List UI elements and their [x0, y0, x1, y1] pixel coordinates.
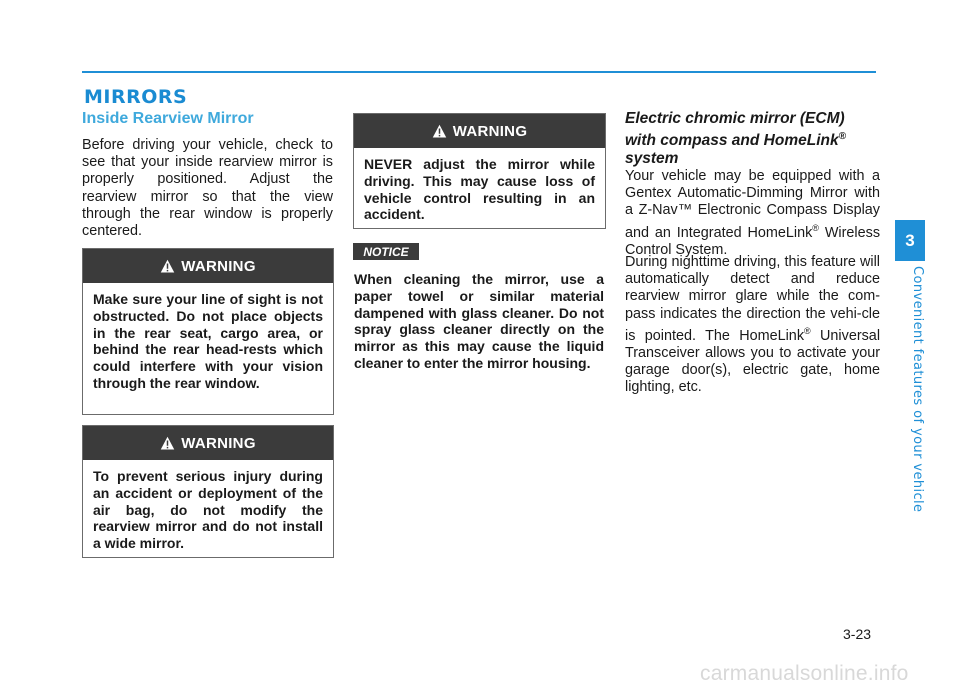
warning-header — [83, 249, 333, 283]
ecm-paragraph-1-text: Your vehicle may be equipped with a Gentex Automatic-Dimming Mirror with a Z-Nav™ Electronic Compass Display and an Integrated HomeLink — [625, 168, 880, 241]
ecm-heading-line3: system — [625, 150, 679, 168]
watermark: carmanualsonline.info — [700, 662, 909, 685]
warning-triangle-icon — [160, 259, 175, 274]
ecm-heading-line1: Electric chromic mirror (ECM) — [625, 110, 845, 127]
section-title: MIRRORS — [84, 86, 188, 108]
warning-box-adjust-while-driving — [353, 113, 606, 229]
ecm-heading — [625, 110, 880, 168]
ecm-paragraph-2-text-end: Universal Transceiver allows you to activate your garage door(s), electric gate, home lighting, etc. — [625, 327, 881, 396]
registered-mark: ® — [804, 325, 811, 336]
warning-triangle-icon — [160, 436, 175, 451]
chapter-tab: 3 — [895, 220, 925, 261]
inside-rearview-intro: Before driving your vehicle, check to see that your inside rearview mirror is properly positioned. Adjust the rearview mirror so that the view through the rear window is properly centered. — [82, 137, 333, 240]
page-number: 3-23 — [843, 626, 872, 642]
warning-text: To prevent serious injury during an accident or deployment of the air bag, do not modify the rearview mirror and do not install a wide mirror. — [93, 468, 323, 552]
notice-text: When cleaning the mirror, use a paper towel or similar material dampened with glass cleaner. Do not spray glass cleaner directly on the mirror as this may cause the liquid cleaner to enter the mirror housing. — [354, 271, 604, 371]
warning-label: WARNING — [181, 434, 256, 452]
warning-header — [83, 426, 333, 460]
ecm-paragraph-1-text-end: Wireless Control System. — [625, 224, 881, 258]
header-rule — [82, 71, 876, 73]
ecm-heading-line2: with compass and HomeLink — [625, 132, 839, 150]
warning-text: Make sure your line of sight is not obstructed. Do not place objects in the rear seat, cargo area, or behind the rear head-rests which could interfere with your vision through the rear window. — [93, 291, 323, 391]
ecm-paragraph-2 — [625, 254, 880, 396]
chapter-label — [910, 266, 932, 513]
registered-mark: ® — [812, 222, 819, 233]
inside-rearview-heading: Inside Rearview Mirror — [82, 110, 254, 127]
warning-label: WARNING — [452, 122, 528, 140]
warning-triangle-icon — [432, 124, 447, 139]
warning-text: NEVER adjust the mirror while driving. This may cause loss of vehicle control resulting in an accident. — [364, 156, 595, 223]
chapter-label-text: Convenient features of your vehicle — [910, 266, 925, 513]
warning-label: WARNING — [181, 257, 256, 275]
ecm-paragraph-2-text: During nighttime driving, this feature will automatically detect and reduce rearview mirror glare while the com-pass indicates the direction the vehi-cle is pointed. The HomeLink — [625, 254, 880, 344]
warning-box-line-of-sight — [82, 248, 334, 415]
warning-header — [354, 114, 605, 148]
ecm-paragraph-1 — [625, 168, 880, 259]
notice-badge: NOTICE — [353, 243, 419, 260]
registered-mark: ® — [838, 131, 846, 142]
warning-box-airbag — [82, 425, 334, 558]
